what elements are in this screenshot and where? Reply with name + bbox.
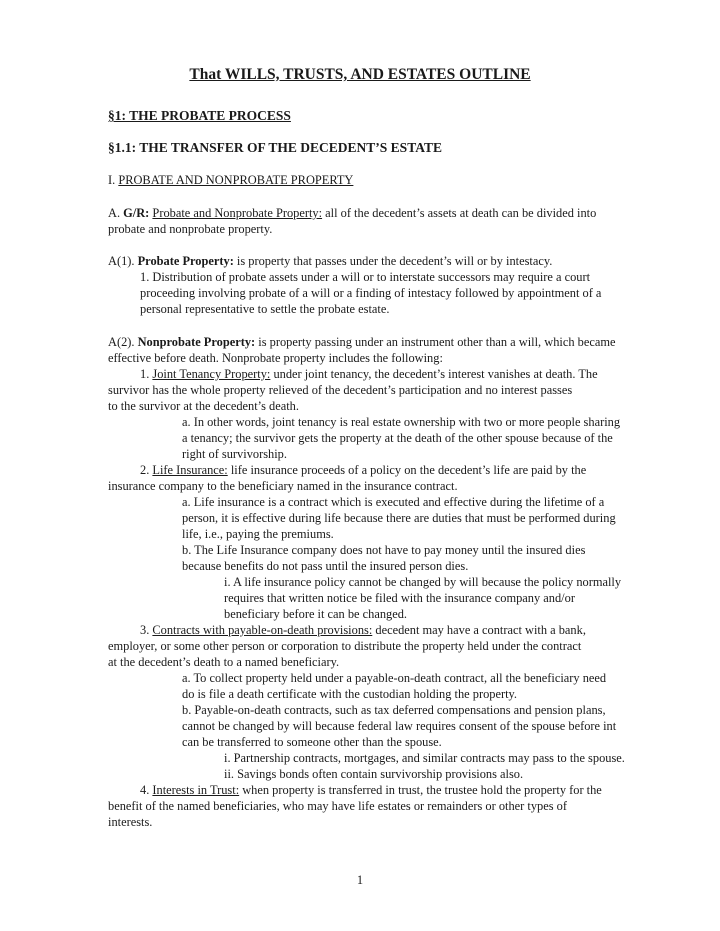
- text: all of the decedent’s assets at death can be divided into: [322, 206, 597, 220]
- part-heading: [108, 172, 353, 188]
- paragraph-line: interests.: [108, 815, 153, 829]
- paragraph-line: do is file a death certificate with the custodian holding the property.: [182, 687, 518, 701]
- paragraph-line: a. In other words, joint tenancy is real estate ownership with two or more people sharing: [182, 415, 621, 429]
- paragraph-line: i. A life insurance policy cannot be changed by will because the policy normally: [224, 575, 622, 589]
- term: Probate Property:: [137, 254, 234, 268]
- paragraph-line: [108, 253, 552, 269]
- term: Life Insurance:: [152, 463, 228, 477]
- paragraph-line: [108, 205, 596, 221]
- paragraph-line: to the survivor at the decedent’s death.: [108, 399, 299, 413]
- paragraph-line: [140, 366, 598, 382]
- text: life insurance proceeds of a policy on the decedent’s life are paid by the: [227, 463, 587, 477]
- paragraph-line: [140, 782, 602, 798]
- term: Nonprobate Property:: [137, 335, 256, 349]
- general-rule-label: G/R:: [123, 206, 150, 220]
- paragraph-line: b. Payable-on-death contracts, such as tax deferred compensations and pension plans,: [182, 703, 606, 717]
- paragraph-line: cannot be changed by will because federal law requires consent of the spouse before int: [182, 719, 617, 733]
- paragraph-line: i. Partnership contracts, mortgages, and similar contracts may pass to the spouse.: [224, 751, 625, 765]
- term: Interests in Trust:: [152, 783, 240, 797]
- paragraph-line: a. To collect property held under a payable-on-death contract, all the beneficiary need: [182, 671, 607, 685]
- paragraph-line: a. Life insurance is a contract which is executed and effective during the lifetime of a: [182, 495, 605, 509]
- paragraph-line: can be transferred to someone other than the spouse.: [182, 735, 442, 749]
- paragraph-line: benefit of the named beneficiaries, who may have life estates or remainders or other types of: [108, 799, 567, 813]
- paragraph-line: insurance company to the beneficiary named in the insurance contract.: [108, 479, 458, 493]
- section-heading: §1: THE PROBATE PROCESS: [108, 108, 291, 123]
- subsection-heading: §1.1: THE TRANSFER OF THE DECEDENT’S ESTATE: [108, 140, 442, 155]
- paragraph-line: personal representative to settle the probate estate.: [140, 302, 390, 316]
- text: is property passing under an instrument other than a will, which became: [255, 335, 616, 349]
- paragraph-line: b. The Life Insurance company does not have to pay money until the insured dies: [182, 543, 586, 557]
- part-title: PROBATE AND NONPROBATE PROPERTY: [118, 173, 354, 187]
- paragraph-line: beneficiary before it can be changed.: [224, 607, 408, 621]
- text: decedent may have a contract with a bank,: [372, 623, 586, 637]
- part-prefix: I.: [108, 173, 119, 187]
- paragraph-line: 1. Distribution of probate assets under a will or to interstate successors may require a court: [140, 270, 591, 284]
- paragraph-line: [140, 462, 586, 478]
- item-prefix: A(2).: [108, 335, 138, 349]
- paragraph-line: effective before death. Nonprobate property includes the following:: [108, 351, 443, 365]
- paragraph-line: because benefits do not pass until the insured person dies.: [182, 559, 469, 573]
- item-number: 2.: [140, 463, 153, 477]
- text: when property is transferred in trust, the trustee hold the property for the: [239, 783, 602, 797]
- item-number: 4.: [140, 783, 153, 797]
- term: Probate and Nonprobate Property:: [152, 206, 323, 220]
- paragraph-line: at the decedent’s death to a named beneficiary.: [108, 655, 340, 669]
- paragraph-line: [108, 334, 615, 350]
- paragraph-line: probate and nonprobate property.: [108, 222, 273, 236]
- item-number: 1.: [140, 367, 153, 381]
- document-title: That WILLS, TRUSTS, AND ESTATES OUTLINE: [189, 66, 531, 83]
- text: is property that passes under the decedent’s will or by intestacy.: [233, 254, 553, 268]
- item-number: 3.: [140, 623, 153, 637]
- paragraph-line: right of survivorship.: [182, 447, 287, 461]
- term: Contracts with payable-on-death provisions:: [152, 623, 373, 637]
- paragraph-line: ii. Savings bonds often contain survivorship provisions also.: [224, 767, 524, 781]
- paragraph-line: person, it is effective during life because there are duties that must be performed during: [182, 511, 616, 525]
- page-number: 1: [356, 873, 364, 887]
- paragraph-line: a tenancy; the survivor gets the property at the death of the other spouse because of the: [182, 431, 613, 445]
- paragraph-line: employer, or some other person or corporation to distribute the property held under the contract: [108, 639, 582, 653]
- item-prefix: A.: [108, 206, 124, 220]
- item-prefix: A(1).: [108, 254, 138, 268]
- paragraph-line: survivor has the whole property relieved of the decedent’s participation and no interest passes: [108, 383, 573, 397]
- paragraph-line: life, i.e., paying the premiums.: [182, 527, 334, 541]
- term: Joint Tenancy Property:: [152, 367, 271, 381]
- paragraph-line: [140, 622, 586, 638]
- paragraph-line: requires that written notice be filed with the insurance company and/or: [224, 591, 575, 605]
- paragraph-line: proceeding involving probate of a will or a finding of intestacy followed by appointment of a: [140, 286, 602, 300]
- text: under joint tenancy, the decedent’s interest vanishes at death. The: [270, 367, 598, 381]
